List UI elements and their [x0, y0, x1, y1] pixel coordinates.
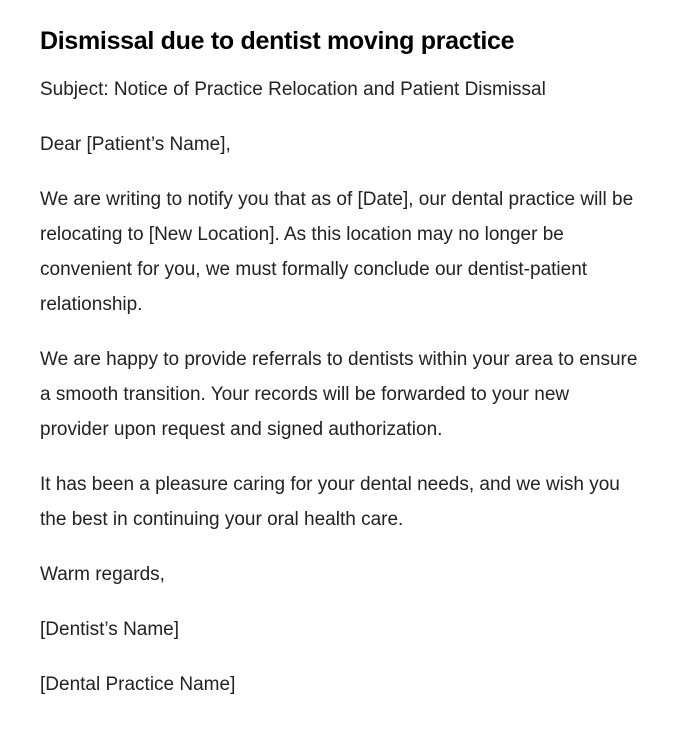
body-paragraph-notice: We are writing to notify you that as of [Date], our dental practice will be relocating to [New Location]. As this location may no longer be convenient for you, we must formally conclude our dentist-patient relationship. [40, 189, 634, 315]
body-paragraph-farewell: It has been a pleasure caring for your dental needs, and we wish you the best in continuing your oral health care. [40, 474, 620, 530]
subject-line: Subject: Notice of Practice Relocation and Patient Dismissal [40, 79, 546, 100]
signature-practice: [Dental Practice Name] [40, 674, 236, 695]
signature-name: [Dentist’s Name] [40, 619, 180, 640]
page-title: Dismissal due to dentist moving practice [40, 27, 515, 55]
salutation: Dear [Patient’s Name], [40, 134, 231, 155]
body-paragraph-referrals: We are happy to provide referrals to dentists within your area to ensure a smooth transition. Your records will be forwarded to your new provider upon request and signed authorization. [40, 349, 638, 440]
closing: Warm regards, [40, 564, 165, 585]
